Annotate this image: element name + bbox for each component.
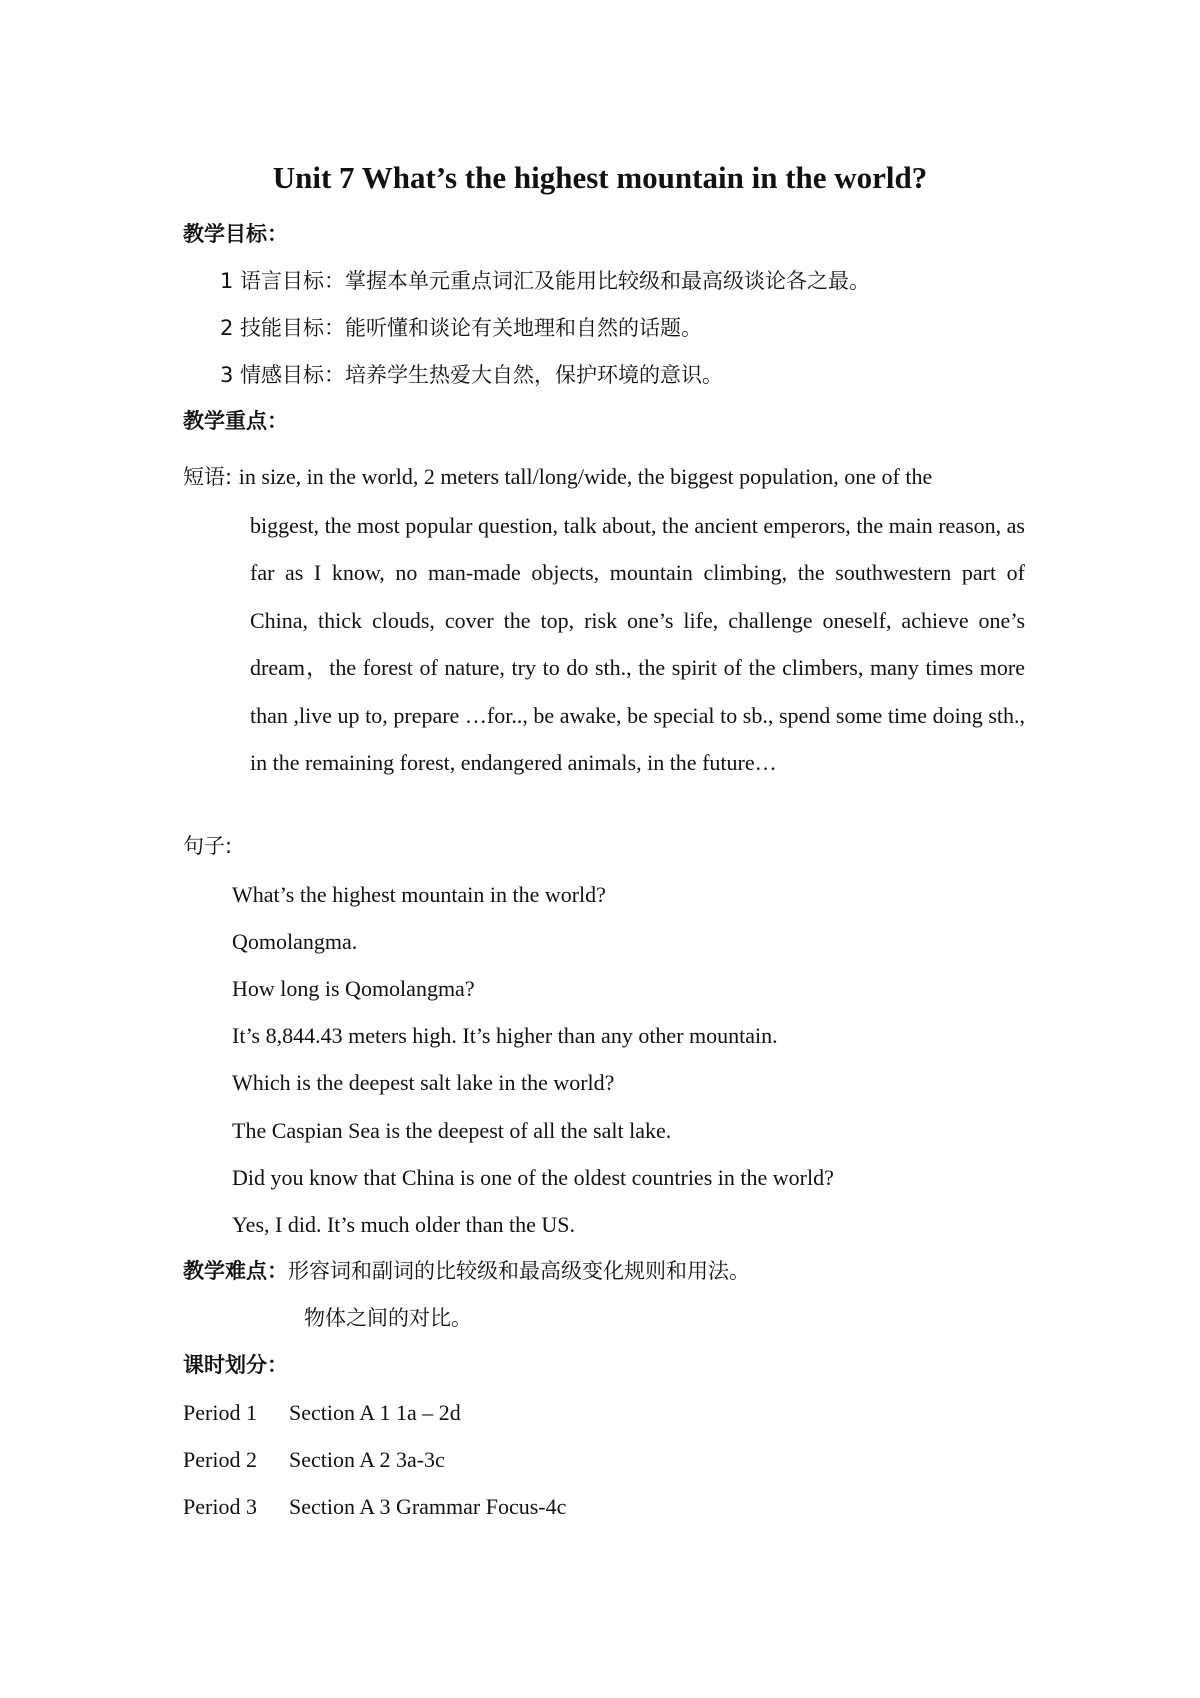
difficulties-text-1: 形容词和副词的比较级和最高级变化规则和用法。 bbox=[288, 1259, 750, 1283]
period-content: Section A 1 1a – 2d bbox=[289, 1400, 461, 1425]
phrases-block bbox=[183, 453, 1025, 787]
objectives-heading: 教学目标： bbox=[183, 222, 288, 246]
period-row-1 bbox=[183, 1398, 461, 1428]
phrases-continued: biggest, the most popular question, talk about, the ancient emperors, the main reason, as far as I know, no man-made objects, mountain climbing, the southwestern part of China, thick clouds, cover the top, risk one’s life, challenge oneself, achieve one’s dream，the forest of nature, try to do sth., the spirit of the climbers, many times more than ,live up to, prepare …for.., be awake, be special to sb., spend some time doing sth., in the remaining forest, endangered animals, in the future… bbox=[250, 512, 1025, 775]
period-label: Period 1 bbox=[183, 1400, 257, 1425]
difficulties-text-2: 物体之间的对比。 bbox=[304, 1306, 472, 1330]
period-content: Section A 3 Grammar Focus-4c bbox=[289, 1494, 567, 1519]
objective-item-2: 2 技能目标：能听懂和谈论有关地理和自然的话题。 bbox=[220, 316, 703, 340]
sentence-2: Qomolangma. bbox=[232, 929, 358, 954]
sentences-label: 句子: bbox=[183, 834, 233, 858]
sentence-3: How long is Qomolangma? bbox=[232, 976, 475, 1001]
document-title: Unit 7 What’s the highest mountain in the world? bbox=[272, 160, 928, 195]
sentence-6: The Caspian Sea is the deepest of all the salt lake. bbox=[232, 1118, 672, 1143]
period-row-2 bbox=[183, 1445, 445, 1475]
schedule-heading: 课时划分： bbox=[183, 1353, 288, 1377]
sentence-4: It’s 8,844.43 meters high. It’s higher than any other mountain. bbox=[232, 1023, 778, 1048]
key-points-heading: 教学重点： bbox=[183, 409, 288, 433]
period-label: Period 3 bbox=[183, 1494, 257, 1519]
phrases-label: 短语: bbox=[183, 465, 239, 489]
period-label: Period 2 bbox=[183, 1447, 257, 1472]
objective-item-1: 1 语言目标：掌握本单元重点词汇及能用比较级和最高级谈论各之最。 bbox=[220, 269, 871, 293]
phrases-first-line bbox=[183, 453, 1025, 502]
sentence-8: Yes, I did. It’s much older than the US. bbox=[232, 1212, 576, 1237]
sentence-1: What’s the highest mountain in the world? bbox=[232, 882, 606, 907]
difficulties-heading: 教学难点： bbox=[183, 1259, 288, 1283]
sentence-5: Which is the deepest salt lake in the world? bbox=[232, 1070, 615, 1095]
period-content: Section A 2 3a-3c bbox=[289, 1447, 445, 1472]
sentence-7: Did you know that China is one of the oldest countries in the world? bbox=[232, 1165, 834, 1190]
phrases-first-text: in size, in the world, 2 meters tall/long/wide, the biggest population, one of the bbox=[238, 464, 933, 489]
difficulties-line-1 bbox=[183, 1256, 750, 1286]
objective-item-3: 3 情感目标：培养学生热爱大自然，保护环境的意识。 bbox=[220, 363, 724, 387]
period-row-3 bbox=[183, 1492, 566, 1522]
